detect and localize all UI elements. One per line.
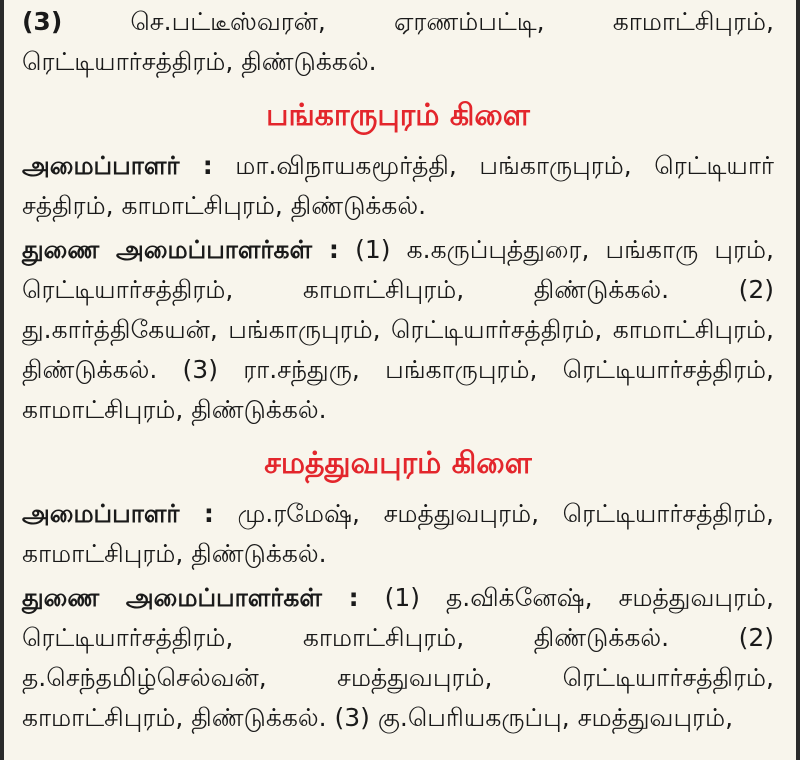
organizer-text: மா.விநாயகமூர்த்தி, பங்காருபுரம், ரெட்டியார் சத்திரம், காமாட்சிபுரம், திண்டுக்கல்.: [22, 151, 774, 220]
organizer-entry-samathuvapuram: [22, 494, 774, 574]
organizer-label: அமைப்பாளர் :: [22, 151, 213, 180]
entry-number: (3): [22, 7, 63, 36]
organizer-entry-bangarupuram: [22, 146, 774, 226]
deputy-label: துணை அமைப்பாளர்கள் :: [22, 235, 339, 264]
column-content: [4, 0, 796, 738]
entry-text: செ.பட்டீஸ்வரன், ஏரணம்பட்டி, காமாட்சிபுரம், ரெட்டியார்சத்திரம், திண்டுக்கல்.: [22, 7, 774, 76]
branch-heading-bangarupuram: பங்காருபுரம் கிளை: [266, 98, 530, 133]
top-entry: [22, 2, 774, 82]
deputy-text: (1) த.விக்னேஷ், சமத்துவபுரம், ரெட்டியார்சத்திரம், காமாட்சிபுரம், திண்டுக்கல். (2) த.செந்தமிழ்செல்வன், சமத்துவபுரம், ரெட்டியார்சத்திரம், காமாட்சிபுரம், திண்டுக்கல். (3) கு.பெரியகருப்பு, சமத்துவபுரம்,: [22, 583, 774, 732]
organizer-label: அமைப்பாளர் :: [22, 499, 214, 528]
branch-heading-samathuvapuram: சமத்துவபுரம் கிளை: [264, 446, 532, 481]
deputy-text: (1) க.கருப்புத்துரை, பங்காரு புரம், ரெட்டியார்சத்திரம், காமாட்சிபுரம், திண்டுக்கல். (2) து.கார்த்திகேயன், பங்காருபுரம், ரெட்டியார்சத்திரம், காமாட்சிபுரம், திண்டுக்கல். (3) ரா.சந்துரு, பங்காருபுரம், ரெட்டியார்சத்திரம், காமாட்சிபுரம், திண்டுக்கல்.: [22, 235, 774, 424]
deputy-entry-bangarupuram: [22, 230, 774, 430]
deputy-entry-samathuvapuram: [22, 578, 774, 738]
deputy-label: துணை அமைப்பாளர்கள் :: [22, 583, 359, 612]
organizer-text: மு.ரமேஷ், சமத்துவபுரம், ரெட்டியார்சத்திரம், காமாட்சிபுரம், திண்டுக்கல்.: [22, 499, 774, 568]
